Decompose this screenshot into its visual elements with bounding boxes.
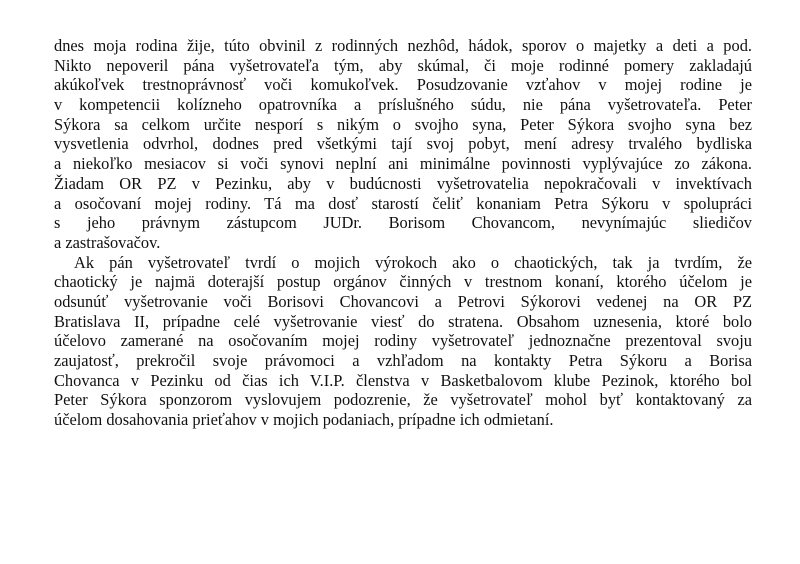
text-line: v kompetencii kolízneho opatrovníka a príslušného súdu, nie pána vyšetrovateľa. Peter: [54, 95, 752, 115]
text-line: dnes moja rodina žije, túto obvinil z rodinných nezhôd, hádok, sporov o majetky a deti a pod.: [54, 36, 752, 55]
text-line: vysvetlenia odvrhol, dodnes pred všetkými tají svoj pobyt, mení adresy trvalého bydliska: [54, 134, 752, 154]
paragraph-1: [54, 36, 752, 253]
text-line: Peter Sýkora sponzorom vyslovujem podozrenie, že vyšetrovateľ mohol byť kontaktovaný za: [54, 390, 752, 410]
text-line: účelom dosahovania prieťahov v mojich podaniach, prípadne ich odmietaní.: [54, 410, 554, 430]
text-line: chaotický je najmä doterajší postup orgánov činných v trestnom konaní, ktorého účelom je: [54, 272, 752, 292]
paragraph-2: [54, 253, 752, 430]
text-line: a zastrašovačov.: [54, 232, 161, 252]
text-line: Žiadam OR PZ v Pezinku, aby v budúcnosti vyšetrovatelia nepokračovali v invektívach: [54, 173, 752, 193]
text-line: Ak pán vyšetrovateľ tvrdí o mojich výrokoch ako o chaotických, tak ja tvrdím, že: [74, 252, 752, 272]
text-line: akúkoľvek trestnoprávnosť voči komukoľvek. Posudzovanie vzťahov v mojej rodine je: [54, 75, 752, 95]
text-line: Chovanca v Pezinku od čias ich V.I.P. členstva v Basketbalovom klube Pezinok, ktorého bol: [54, 370, 752, 390]
text-line: Nikto nepoveril pána vyšetrovateľa tým, aby skúmal, či moje rodinné pomery zakladajú: [54, 55, 752, 75]
text-line: zaujatosť, prekročil svoje právomoci a vzhľadom na kontakty Petra Sýkoru a Borisa: [54, 351, 752, 370]
text-line: Bratislava II, prípadne celé vyšetrovanie viesť do stratena. Obsahom uznesenia, ktoré bolo: [54, 311, 752, 331]
text-line: s jeho právnym zástupcom JUDr. Borisom Chovancom, nevynímajúc sliedičov: [54, 213, 752, 233]
text-line: a niekoľko mesiacov si voči synovi neplní ani minimálne povinnosti vyplývajúce zo zákona.: [54, 154, 752, 174]
text-line: Sýkora sa celkom určite nesporí s nikým o svojho syna, Peter Sýkora svojho syna bez: [54, 114, 752, 134]
text-line: a osočovaní mojej rodiny. Tá ma dosť starostí čeliť konaniam Petra Sýkoru v spolupráci: [54, 193, 752, 213]
document-page: [54, 36, 752, 430]
text-line: účelovo zamerané na osočovaním mojej rodiny vyšetrovateľ jednoznačne prezentoval svoju: [54, 331, 752, 351]
text-line: odsunúť vyšetrovanie voči Borisovi Chovancovi a Petrovi Sýkorovi vedenej na OR PZ: [54, 291, 752, 311]
